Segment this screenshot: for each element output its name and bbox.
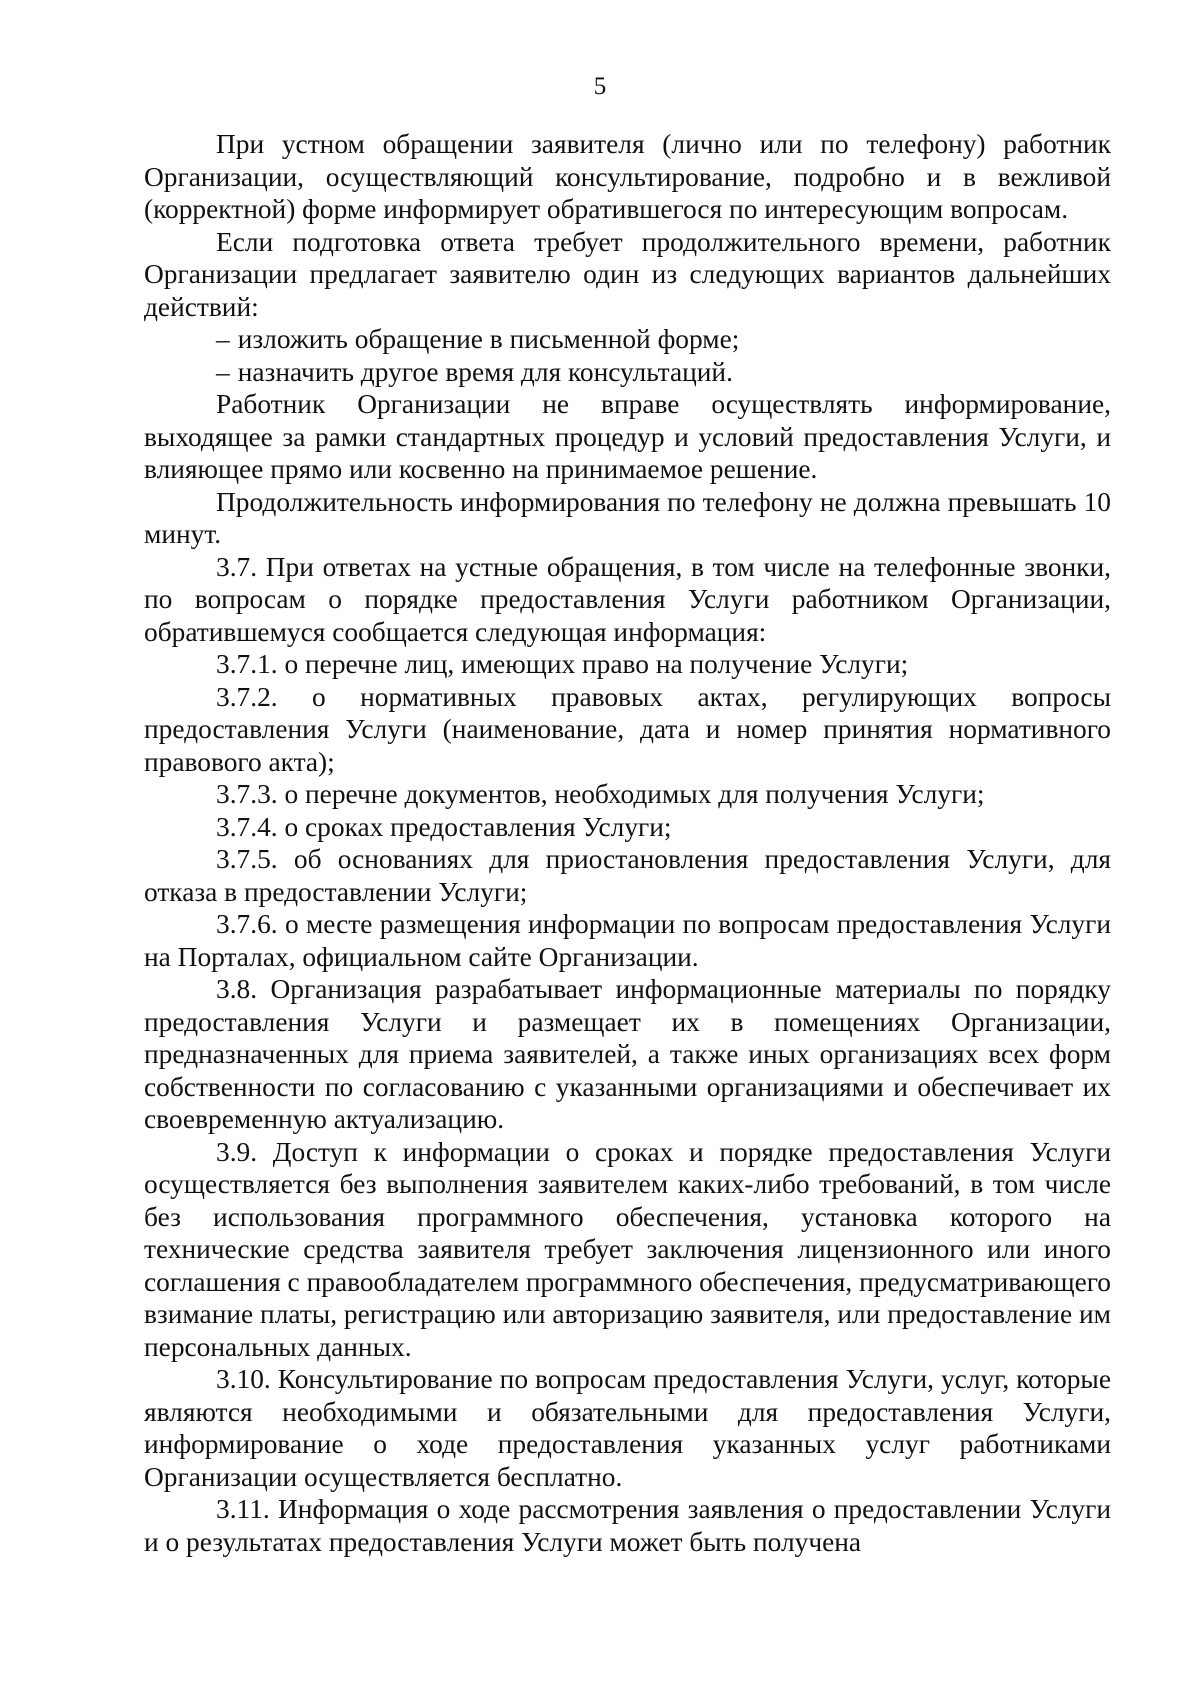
list-item-text: назначить другое время для консультаций. xyxy=(237,356,733,387)
paragraph-duration: Продолжительность информирования по телефону не должна превышать 10 минут. xyxy=(144,486,1111,549)
paragraph-long-preparation: Если подготовка ответа требует продолжительного времени, работник Организации предлагает заявителю один из следующих вариантов дальнейших действий: xyxy=(144,226,1111,322)
section-3-7-3: 3.7.3. о перечне документов, необходимых для получения Услуги; xyxy=(216,779,985,809)
document-body xyxy=(144,128,1111,1558)
dash-marker: – xyxy=(216,324,230,354)
list-item xyxy=(144,323,1111,356)
section-3-8: 3.8. Организация разрабатывает информационные материалы по порядку предоставления Услуги и размещает их в помещениях Организации, предназначенных для приема заявителей, а также иных организациях всех форм собственности по согласованию с указанными организациями и обеспечивает их своевременную актуализацию. xyxy=(144,974,1111,1134)
section-3-11: 3.11. Информация о ходе рассмотрения заявления о предоставлении Услуги и о результатах предоставления Услуги может быть получена xyxy=(144,1494,1111,1557)
dash-marker: – xyxy=(216,356,230,387)
section-3-7-2: 3.7.2. о нормативных правовых актах, регулирующих вопросы предоставления Услуги (наименование, дата и номер принятия нормативного правового акта); xyxy=(144,681,1111,777)
list-item-text: изложить обращение в письменной форме; xyxy=(237,324,740,354)
section-3-7-5: 3.7.5. об основаниях для приостановления предоставления Услуги, для отказа в предоставлении Услуги; xyxy=(144,844,1111,907)
paragraph-limits: Работник Организации не вправе осуществлять информирование, выходящее за рамки стандартных процедур и условий предоставления Услуги, и влияющее прямо или косвенно на принимаемое решение. xyxy=(144,389,1111,484)
section-3-7-6: 3.7.6. о месте размещения информации по вопросам предоставления Услуги на Порталах, официальном сайте Организации. xyxy=(144,909,1111,972)
paragraph-oral-request: При устном обращении заявителя (лично или по телефону) работник Организации, осуществляющий консультирование, подробно и в вежливой (корректной) форме информирует обратившегося по интересующим вопросам. xyxy=(144,129,1111,224)
section-3-10: 3.10. Консультирование по вопросам предоставления Услуги, услуг, которые являются необходимыми и обязательными для предоставления Услуги, информирование о ходе предоставления указанных услуг работниками Организации осуществляется бесплатно. xyxy=(144,1364,1111,1492)
list-item xyxy=(144,356,1111,389)
section-3-9: 3.9. Доступ к информации о сроках и порядке предоставления Услуги осуществляется без выполнения заявителем каких-либо требований, в том числе без использования программного обеспечения, установка которого на технические средства заявителя требует заключения лицензионного или иного соглашения с правообладателем программного обеспечения, предусматривающего взимание платы, регистрацию или авторизацию заявителя, или предоставление им персональных данных. xyxy=(144,1136,1111,1362)
page-number: 5 xyxy=(593,73,607,100)
section-3-7-1: 3.7.1. о перечне лиц, имеющих право на получение Услуги; xyxy=(216,649,909,679)
section-3-7-4: 3.7.4. о сроках предоставления Услуги; xyxy=(216,811,672,842)
section-3-7: 3.7. При ответах на устные обращения, в том числе на телефонные звонки, по вопросам о порядке предоставления Услуги работником Организации, обратившемуся сообщается следующая информация: xyxy=(144,551,1111,647)
